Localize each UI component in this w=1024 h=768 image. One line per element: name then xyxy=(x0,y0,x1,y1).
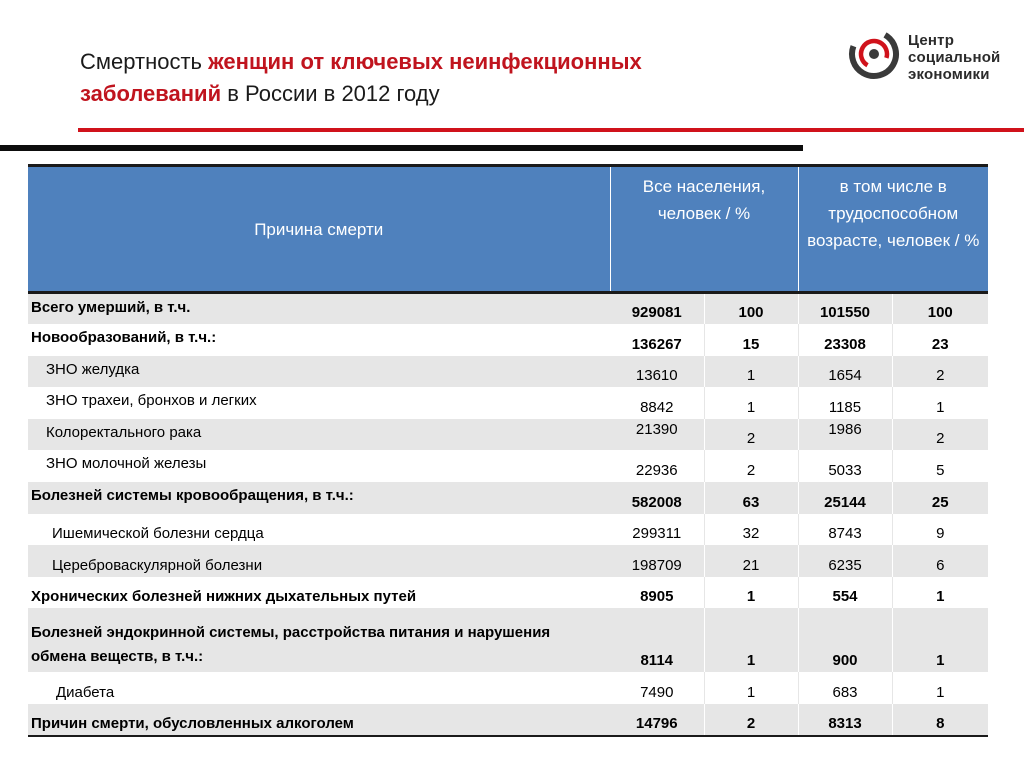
row-name: ЗНО трахеи, бронхов и легких xyxy=(28,387,610,419)
table-row xyxy=(28,324,988,356)
row-work-count: 554 xyxy=(798,577,892,609)
title-part-2: в России в 2012 году xyxy=(221,81,440,106)
row-all-percent: 100 xyxy=(704,293,798,325)
row-work-percent: 9 xyxy=(892,514,988,546)
header-working-age: в том числе в трудоспособном возрасте, человек / % xyxy=(798,166,988,293)
black-divider xyxy=(0,145,803,151)
mortality-table xyxy=(28,164,988,737)
row-work-count: 683 xyxy=(798,672,892,704)
row-work-percent: 1 xyxy=(892,387,988,419)
table-row xyxy=(28,482,988,514)
row-work-percent: 6 xyxy=(892,545,988,577)
row-all-count: 22936 xyxy=(610,450,704,482)
row-all-count: 299311 xyxy=(610,514,704,546)
header-cause: Причина смерти xyxy=(28,166,610,293)
row-work-count: 1986 xyxy=(798,419,892,451)
row-work-count: 6235 xyxy=(798,545,892,577)
row-all-percent: 21 xyxy=(704,545,798,577)
table-row xyxy=(28,419,988,451)
title-part-1: Смертность xyxy=(80,49,209,74)
row-name xyxy=(28,608,610,672)
row-work-count: 900 xyxy=(798,608,892,672)
row-all-percent: 2 xyxy=(704,419,798,451)
row-work-percent: 23 xyxy=(892,324,988,356)
row-all-count: 14796 xyxy=(610,704,704,736)
logo-text xyxy=(908,32,1000,83)
row-work-count: 1654 xyxy=(798,356,892,388)
row-work-percent: 25 xyxy=(892,482,988,514)
row-all-percent: 2 xyxy=(704,704,798,736)
row-all-percent: 1 xyxy=(704,387,798,419)
table-row xyxy=(28,608,988,672)
logo-line-1: Центр xyxy=(908,32,955,49)
title-highlight: женщин от ключевых неинфекционных заболеваний xyxy=(80,49,642,106)
row-work-count: 8743 xyxy=(798,514,892,546)
table-row xyxy=(28,450,988,482)
row-name: ЗНО молочной железы xyxy=(28,450,610,482)
logo-mark-icon xyxy=(848,28,900,80)
row-work-percent: 2 xyxy=(892,356,988,388)
row-name: Диабета xyxy=(28,672,610,704)
table-row xyxy=(28,672,988,704)
page-title xyxy=(80,46,780,110)
row-all-count: 8114 xyxy=(610,608,704,672)
table-row xyxy=(28,514,988,546)
row-work-count: 23308 xyxy=(798,324,892,356)
row-work-count: 101550 xyxy=(798,293,892,325)
row-all-count: 21390 xyxy=(610,419,704,451)
row-all-count: 8905 xyxy=(610,577,704,609)
row-work-percent: 1 xyxy=(892,577,988,609)
table-header-row xyxy=(28,166,988,293)
row-name: Цереброваскулярной болезни xyxy=(28,545,610,577)
row-name: Новообразований, в т.ч.: xyxy=(28,324,610,356)
row-work-count: 1185 xyxy=(798,387,892,419)
row-all-count: 582008 xyxy=(610,482,704,514)
row-name: Болезней системы кровообращения, в т.ч.: xyxy=(28,482,610,514)
row-work-percent: 8 xyxy=(892,704,988,736)
row-all-percent: 1 xyxy=(704,356,798,388)
row-name: Хронических болезней нижних дыхательных путей xyxy=(28,577,610,609)
row-name: Колоректального рака xyxy=(28,419,610,451)
red-divider xyxy=(78,128,1024,132)
row-work-count: 5033 xyxy=(798,450,892,482)
row-all-percent: 15 xyxy=(704,324,798,356)
logo xyxy=(848,28,1018,88)
row-work-count: 8313 xyxy=(798,704,892,736)
row-all-count: 929081 xyxy=(610,293,704,325)
header-all-population: Все населения, человек / % xyxy=(610,166,798,293)
row-name: Ишемической болезни сердца xyxy=(28,514,610,546)
logo-line-3: экономики xyxy=(908,66,990,83)
row-all-count: 8842 xyxy=(610,387,704,419)
row-work-percent: 1 xyxy=(892,672,988,704)
table-row xyxy=(28,293,988,325)
table-row xyxy=(28,356,988,388)
table-row xyxy=(28,387,988,419)
table-row xyxy=(28,704,988,736)
row-work-percent: 100 xyxy=(892,293,988,325)
row-name: ЗНО желудка xyxy=(28,356,610,388)
row-all-percent: 1 xyxy=(704,577,798,609)
row-work-percent: 1 xyxy=(892,608,988,672)
row-work-count: 25144 xyxy=(798,482,892,514)
row-all-count: 7490 xyxy=(610,672,704,704)
row-all-count: 13610 xyxy=(610,356,704,388)
row-all-count: 136267 xyxy=(610,324,704,356)
row-name: Всего умерший, в т.ч. xyxy=(28,293,610,325)
row-work-percent: 5 xyxy=(892,450,988,482)
row-all-percent: 32 xyxy=(704,514,798,546)
logo-line-2: социальной xyxy=(908,49,1001,66)
row-all-percent: 1 xyxy=(704,672,798,704)
row-all-percent: 1 xyxy=(704,608,798,672)
row-all-percent: 63 xyxy=(704,482,798,514)
row-all-percent: 2 xyxy=(704,450,798,482)
table-row xyxy=(28,545,988,577)
row-all-count: 198709 xyxy=(610,545,704,577)
row-name: Причин смерти, обусловленных алкоголем xyxy=(28,704,610,736)
table-row xyxy=(28,577,988,609)
row-work-percent: 2 xyxy=(892,419,988,451)
row-name-text: Болезней эндокринной системы, расстройства питания и нарушения обмена веществ, в т.ч.: xyxy=(31,624,551,666)
